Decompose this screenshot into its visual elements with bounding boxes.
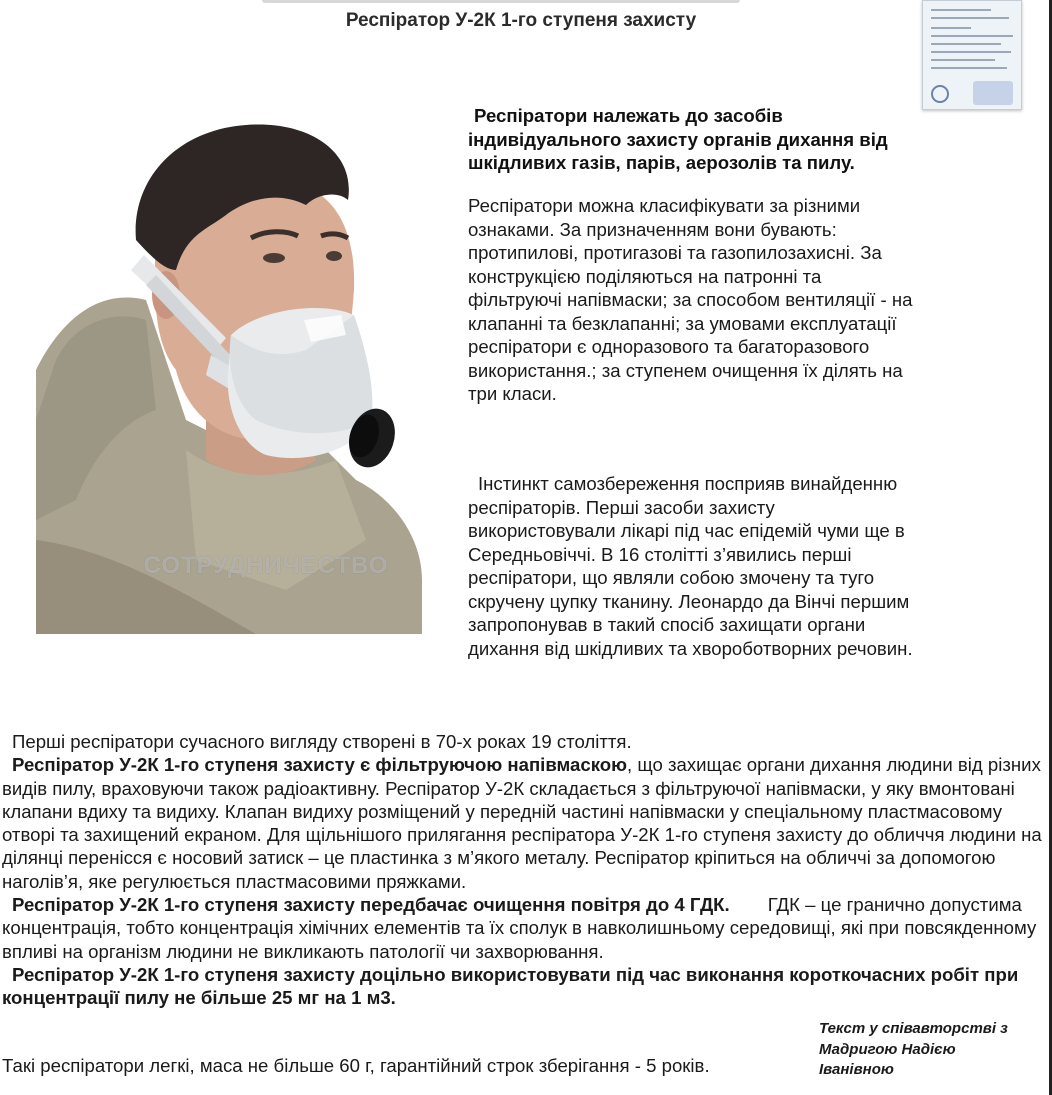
respirator-photo [36,120,422,634]
photo-watermark: СОТРУДНИЧЕСТВО [143,552,389,579]
cert-line [931,59,995,61]
description-bold: Респіратор У-2К 1-го ступеня захисту є фільтруючою напівмаскою [12,754,628,776]
main-text [2,730,1042,1010]
description-rest: , що захищає органи дихання людини від різних видів пилу, враховуючи також радіоактивну. Респіратор У-2К складається з фільтруючої напівмаски, у яку вмонтовані клапани вдиху та видиху. Клапан видиху розміщений у передній частині напівмаски у спеціальному пластмасовому отворі та захищений екраном. Для щільнішого прилягання респіратора У-2К 1-го ступеня захисту до обличчя людини на ділянці перенісся є носовий затиск – це пластинка з м’якого металу. Респіратор кріпиться на обличчі за допомогою наголів’я, яке регулюється пластмасовими пряжками. [2,754,1042,892]
cert-line [931,9,991,11]
usage-bold: Респіратор У-2К 1-го ступеня захисту доцільно використовувати під час виконання короткочасних робіт при концентрації пилу не більше 25 мг на 1 м3. [2,963,1019,1009]
top-edge-bar [262,0,740,3]
cert-line [931,43,1001,45]
history-paragraph: Інстинкт самозбереження посприяв винайденню респіраторів. Перші засоби захисту використовували лікарі під час епідемій чуми ще в Середньовіччі. В 16 столітті з’явились перші респіратори, що являли собою змочену та туго скручену цупку тканину. Леонардо да Вінчі першим запропонував в такий спосіб захищати органи дихання від шкідливих та хвороботворних речовин. [468,473,913,659]
gdk-rest: ГДК – це гранично допустима концентрація, тобто концентрація хімічних елементів та їх сполук в навколишньому середовищі, які при повсякденному впливі на організм людини не викликають патології чи захворювання. [2,894,1037,962]
classification-paragraph: Респіратори можна класифікувати за різними ознаками. За призначенням вони бувають: протипилові, протигазові та газопилозахисні. За конструкцією поділяються на патронні та фільтруючі напівмаски; за способом вентиляції - на клапанні та безклапанні; за умовами експлуатації респіратори є одноразового та багаторазового використання.; за ступенем очищення їх ділять на три класи. [468,195,913,404]
weight-shelf-life-line: Такі респіратори легкі, маса не більше 60 г, гарантійний строк зберігання - 5 років. [2,1055,710,1076]
author-credit: Текст у співавторстві з Мадригою Надією Іванівною [819,1020,1008,1078]
stamp-icon [973,81,1013,105]
cert-line [931,35,1013,37]
cert-line [931,51,1011,53]
page-title: Респіратор У-2К 1-го ступеня захисту [345,10,697,31]
usage-paragraph [2,963,1042,1010]
gdk-paragraph [2,893,1042,963]
modern-respirators-line: Перші респіратори сучасного вигляду створені в 70-х роках 19 століття. [12,731,632,752]
gdk-bold: Респіратор У-2К 1-го ступеня захисту передбачає очищення повітря до 4 ГДК. [12,894,730,916]
intro-lead: Респіратори належать до засобів індивідуального захисту органів дихання від шкідливих газів, парів, аерозолів та пилу. [468,105,888,173]
cert-line [931,17,1009,19]
certificate-thumbnail[interactable] [922,0,1022,110]
description-paragraph [2,753,1042,893]
cert-line [931,27,971,29]
cert-line [931,67,1007,69]
seal-icon [931,85,949,103]
